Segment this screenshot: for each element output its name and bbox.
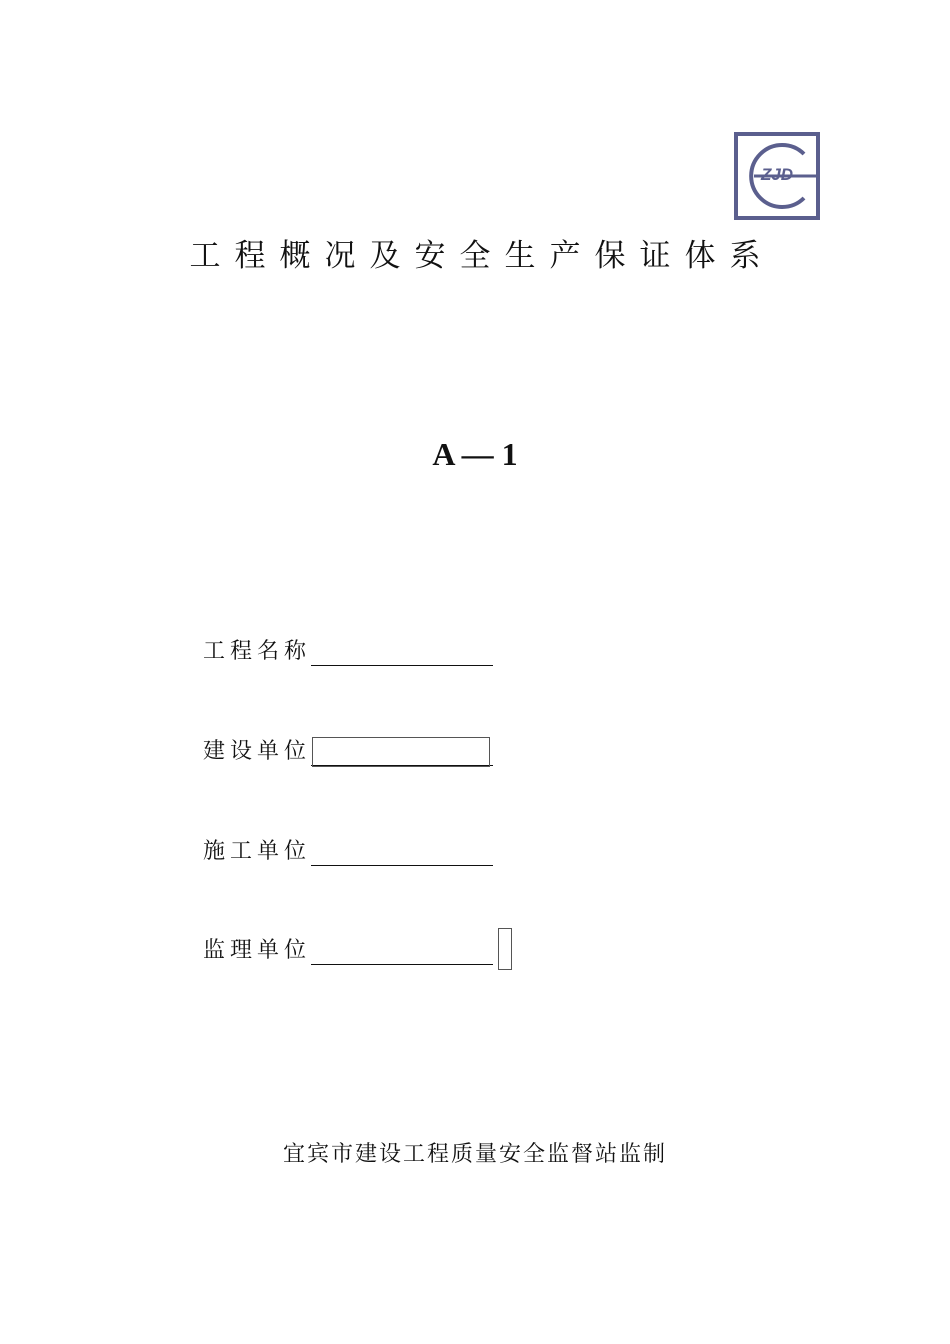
field-label: 工程名称 [203, 639, 312, 664]
field-project-name [203, 636, 493, 666]
page-title: 工程概况及安全生产保证体系 [189, 238, 775, 274]
supervision-unit-input-line[interactable] [311, 939, 493, 965]
field-supervision-unit [203, 935, 493, 965]
field-label: 施工单位 [203, 839, 312, 864]
contractor-unit-input-line[interactable] [311, 840, 493, 866]
field-contractor-unit [203, 836, 493, 866]
construction-unit-input-line[interactable] [311, 740, 493, 766]
field-label: 监理单位 [203, 938, 312, 963]
text-cursor-box [498, 928, 512, 970]
issuer-footer: 宜宾市建设工程质量安全监督站监制 [282, 1142, 667, 1167]
form-code: A — 1 [432, 436, 518, 472]
zjd-logo-icon [734, 132, 820, 220]
project-name-input-line[interactable] [311, 640, 493, 666]
field-construction-unit [203, 736, 493, 766]
field-label: 建设单位 [203, 739, 312, 764]
logo-text: ZJD [760, 165, 794, 184]
